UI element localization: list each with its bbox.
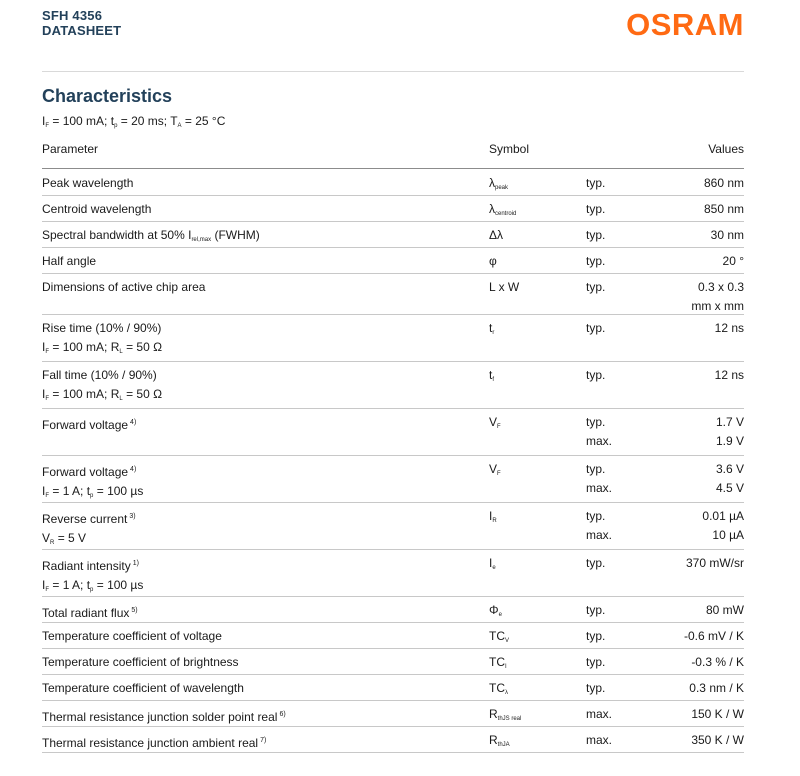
table-row xyxy=(42,409,744,456)
text: φ xyxy=(489,254,497,268)
subscript: F xyxy=(45,493,50,499)
table-row xyxy=(42,503,744,550)
value-type: typ. xyxy=(586,462,606,476)
table-row xyxy=(42,701,744,727)
symbol-cell xyxy=(489,627,579,651)
text: Spectral bandwidth at 50% I xyxy=(42,228,192,242)
subscript: R xyxy=(50,540,55,546)
table-row xyxy=(42,456,744,503)
parameter-line xyxy=(42,627,482,646)
value-cell xyxy=(614,627,744,646)
text: Δλ xyxy=(489,228,504,242)
value-type: typ. xyxy=(586,202,606,216)
value-type: typ. xyxy=(586,176,606,190)
value-cell xyxy=(614,174,744,193)
value: 12 ns xyxy=(714,321,744,335)
text: = 100 µs xyxy=(93,578,144,592)
value: 370 mW/sr xyxy=(685,556,744,570)
parameter-cell xyxy=(42,366,482,409)
footnote-ref: 4) xyxy=(130,466,137,473)
subscript: R xyxy=(492,518,497,524)
value-type: typ. xyxy=(586,655,606,669)
parameter-cell xyxy=(42,252,482,271)
text: Forward voltage xyxy=(42,465,129,479)
subscript: F xyxy=(45,396,50,402)
parameter-line xyxy=(42,366,482,385)
value: 4.5 V xyxy=(715,481,744,495)
parameter-cell xyxy=(42,200,482,219)
text: = 100 µs xyxy=(93,484,144,498)
symbol-cell xyxy=(489,507,579,531)
subscript: F xyxy=(497,471,501,477)
text: t xyxy=(489,321,493,335)
cond-subscript: A xyxy=(177,123,182,129)
text: TC xyxy=(489,629,505,643)
value: 1.7 V xyxy=(715,415,744,429)
table-row xyxy=(42,222,744,248)
value-type: typ. xyxy=(586,603,606,617)
text: I xyxy=(42,484,46,498)
text: = 100 mA; R xyxy=(49,340,120,354)
value-type: typ. xyxy=(586,415,606,429)
parameter-line xyxy=(42,226,482,250)
subscript: λ xyxy=(505,690,508,696)
symbol-cell xyxy=(489,278,579,297)
text: Peak wavelength xyxy=(42,176,134,190)
parameter-line xyxy=(42,731,482,753)
value-cell xyxy=(614,731,744,750)
symbol-cell xyxy=(489,366,579,390)
symbol-cell xyxy=(489,554,579,578)
cond-text: = 25 °C xyxy=(181,114,226,128)
footnote-ref: 4) xyxy=(130,419,137,426)
text: Thermal resistance junction solder point real xyxy=(42,710,278,724)
cond-subscript: F xyxy=(45,123,50,129)
value: 350 K / W xyxy=(691,733,744,747)
subscript: e xyxy=(492,565,496,571)
value-type: max. xyxy=(586,434,613,448)
symbol-cell xyxy=(489,174,579,198)
footnote-ref: 3) xyxy=(129,513,136,520)
text: I xyxy=(489,556,493,570)
symbol-cell xyxy=(489,413,579,437)
value-type: typ. xyxy=(586,629,606,643)
text: Thermal resistance junction ambient real xyxy=(42,736,259,750)
parameter-line xyxy=(42,601,482,623)
parameter-cell xyxy=(42,507,482,553)
table-row xyxy=(42,550,744,597)
value-type: typ. xyxy=(586,556,606,570)
subscript: p xyxy=(90,587,94,593)
value: 3.6 V xyxy=(715,462,744,476)
subscript: V xyxy=(505,638,510,644)
text: Temperature coefficient of voltage xyxy=(42,629,222,643)
value-cell xyxy=(614,653,744,672)
value-cell xyxy=(614,278,744,316)
parameter-cell xyxy=(42,731,482,753)
text: TC xyxy=(489,681,505,695)
symbol-cell xyxy=(489,705,579,729)
text: Centroid wavelength xyxy=(42,202,152,216)
document-type: DATASHEET xyxy=(42,23,122,38)
parameter-cell xyxy=(42,278,482,297)
value: -0.6 mV / K xyxy=(683,629,744,643)
page-header xyxy=(42,8,744,44)
parameter-line xyxy=(42,653,482,672)
value-type: typ. xyxy=(586,254,606,268)
value-type: typ. xyxy=(586,280,606,294)
text: Half angle xyxy=(42,254,97,268)
value-cell xyxy=(614,507,744,545)
value-type: typ. xyxy=(586,321,606,335)
text: λ xyxy=(489,176,495,190)
parameter-line xyxy=(42,413,482,435)
value: 850 nm xyxy=(703,202,744,216)
value: 20 ° xyxy=(722,254,744,268)
document-title xyxy=(42,8,121,38)
text: = 5 V xyxy=(54,531,87,545)
text: Fall time (10% / 90%) xyxy=(42,368,157,382)
parameter-line xyxy=(42,252,482,271)
parameter-line xyxy=(42,507,482,529)
text: = 1 A; t xyxy=(49,578,91,592)
subscript: F xyxy=(45,349,50,355)
parameter-line xyxy=(42,174,482,193)
text: Dimensions of active chip area xyxy=(42,280,206,294)
parameter-line xyxy=(42,554,482,576)
value: 1.9 V xyxy=(715,434,744,448)
text: λ xyxy=(489,202,495,216)
parameter-line xyxy=(42,385,482,409)
value-cell xyxy=(614,705,744,724)
footnote-ref: 6) xyxy=(279,711,286,718)
parameter-cell xyxy=(42,653,482,672)
value-cell xyxy=(614,226,744,245)
text: t xyxy=(489,368,493,382)
product-name: SFH 4356 xyxy=(42,8,103,23)
text: R xyxy=(489,733,498,747)
osram-logo: OSRAM xyxy=(626,7,744,42)
parameter-line xyxy=(42,679,482,698)
value-cell xyxy=(614,413,744,451)
test-conditions xyxy=(42,114,225,129)
value: -0.3 % / K xyxy=(691,655,744,669)
table-row xyxy=(42,675,744,701)
parameter-cell xyxy=(42,174,482,193)
subscript: F xyxy=(45,587,50,593)
value: 860 nm xyxy=(703,176,744,190)
value-cell xyxy=(614,319,744,338)
subscript: F xyxy=(497,424,501,430)
text: R xyxy=(489,707,498,721)
value: 80 mW xyxy=(705,603,744,617)
table-row xyxy=(42,274,744,315)
symbol-cell xyxy=(489,319,579,343)
value-cell xyxy=(614,252,744,271)
table-row xyxy=(42,597,744,623)
subscript: e xyxy=(498,612,502,618)
symbol-cell xyxy=(489,252,579,271)
text: = 100 mA; R xyxy=(49,387,120,401)
cond-text: = 100 mA; t xyxy=(49,114,115,128)
text: Rise time (10% / 90%) xyxy=(42,321,162,335)
subscript: r xyxy=(492,330,495,336)
value-type: typ. xyxy=(586,368,606,382)
text: = 50 Ω xyxy=(122,340,163,354)
value-cell xyxy=(614,554,744,573)
subscript: rel,max xyxy=(191,237,212,243)
value: mm x mm xyxy=(691,299,744,313)
parameter-line xyxy=(42,319,482,338)
parameter-cell xyxy=(42,627,482,646)
text: I xyxy=(42,578,46,592)
text: I xyxy=(42,340,46,354)
text: Temperature coefficient of wavelength xyxy=(42,681,244,695)
subscript: thJA xyxy=(497,742,510,748)
text: L x W xyxy=(489,280,520,294)
subscript: peak xyxy=(495,185,509,191)
text: I xyxy=(489,509,493,523)
header-values: Values xyxy=(708,142,744,156)
table-row xyxy=(42,649,744,675)
parameter-line xyxy=(42,338,482,362)
value: 10 µA xyxy=(712,528,744,542)
subscript: thJS real xyxy=(497,716,522,722)
value-type: max. xyxy=(586,733,613,747)
cond-text: I xyxy=(42,114,46,128)
value: 150 K / W xyxy=(691,707,744,721)
value-type: max. xyxy=(586,528,613,542)
characteristics-table xyxy=(42,170,744,753)
table-row xyxy=(42,315,744,362)
parameter-cell xyxy=(42,226,482,250)
text: V xyxy=(489,415,498,429)
text: Reverse current xyxy=(42,512,128,526)
header-symbol: Symbol xyxy=(489,142,530,156)
value-type: typ. xyxy=(586,228,606,242)
symbol-cell xyxy=(489,601,579,625)
parameter-cell xyxy=(42,601,482,623)
text: Radiant intensity xyxy=(42,559,131,573)
parameter-line xyxy=(42,460,482,482)
subscript: L xyxy=(119,349,123,355)
text: I xyxy=(42,387,46,401)
symbol-cell xyxy=(489,679,579,703)
text: = 1 A; t xyxy=(49,484,91,498)
text: V xyxy=(489,462,498,476)
symbol-cell xyxy=(489,653,579,677)
subscript: I xyxy=(505,664,507,670)
table-row xyxy=(42,196,744,222)
value: 30 nm xyxy=(710,228,744,242)
text: Temperature coefficient of brightness xyxy=(42,655,239,669)
subscript: f xyxy=(492,377,495,383)
section-title: Characteristics xyxy=(42,86,173,106)
value-cell xyxy=(614,366,744,385)
value: 0.3 nm / K xyxy=(689,681,744,695)
footnote-ref: 7) xyxy=(260,737,267,744)
table-header xyxy=(42,138,744,169)
symbol-cell xyxy=(489,226,579,245)
text: Total radiant flux xyxy=(42,606,130,620)
text: (FWHM) xyxy=(211,228,260,242)
value-cell xyxy=(614,460,744,498)
footnote-ref: 5) xyxy=(131,607,138,614)
text: Forward voltage xyxy=(42,418,129,432)
table-row xyxy=(42,727,744,753)
symbol-cell xyxy=(489,200,579,224)
footnote-ref: 1) xyxy=(132,560,139,567)
text: Φ xyxy=(489,603,499,617)
table-row xyxy=(42,623,744,649)
parameter-cell xyxy=(42,679,482,698)
parameter-cell xyxy=(42,319,482,362)
value: 12 ns xyxy=(714,368,744,382)
value: 0.3 x 0.3 xyxy=(697,280,744,294)
table-row xyxy=(42,362,744,409)
parameter-cell xyxy=(42,554,482,600)
value-type: typ. xyxy=(586,681,606,695)
header-parameter: Parameter xyxy=(42,142,99,156)
parameter-line xyxy=(42,278,482,297)
value-type: max. xyxy=(586,481,613,495)
table-row xyxy=(42,170,744,196)
value-type: max. xyxy=(586,707,613,721)
text: TC xyxy=(489,655,505,669)
value-type: typ. xyxy=(586,509,606,523)
parameter-cell xyxy=(42,705,482,727)
parameter-cell xyxy=(42,413,482,435)
value: 0.01 µA xyxy=(702,509,744,523)
subscript: p xyxy=(90,493,94,499)
subscript: centroid xyxy=(495,211,517,217)
text: V xyxy=(42,531,51,545)
table-row xyxy=(42,248,744,274)
cond-text: = 20 ms; T xyxy=(117,114,178,128)
value-cell xyxy=(614,679,744,698)
symbol-cell xyxy=(489,460,579,484)
value-cell xyxy=(614,200,744,219)
parameter-line xyxy=(42,705,482,727)
text: = 50 Ω xyxy=(122,387,163,401)
header-divider xyxy=(42,71,744,72)
value-cell xyxy=(614,601,744,620)
subscript: L xyxy=(119,396,123,402)
parameter-cell xyxy=(42,460,482,506)
cond-subscript: p xyxy=(114,123,118,129)
symbol-cell xyxy=(489,731,579,755)
parameter-line xyxy=(42,200,482,219)
